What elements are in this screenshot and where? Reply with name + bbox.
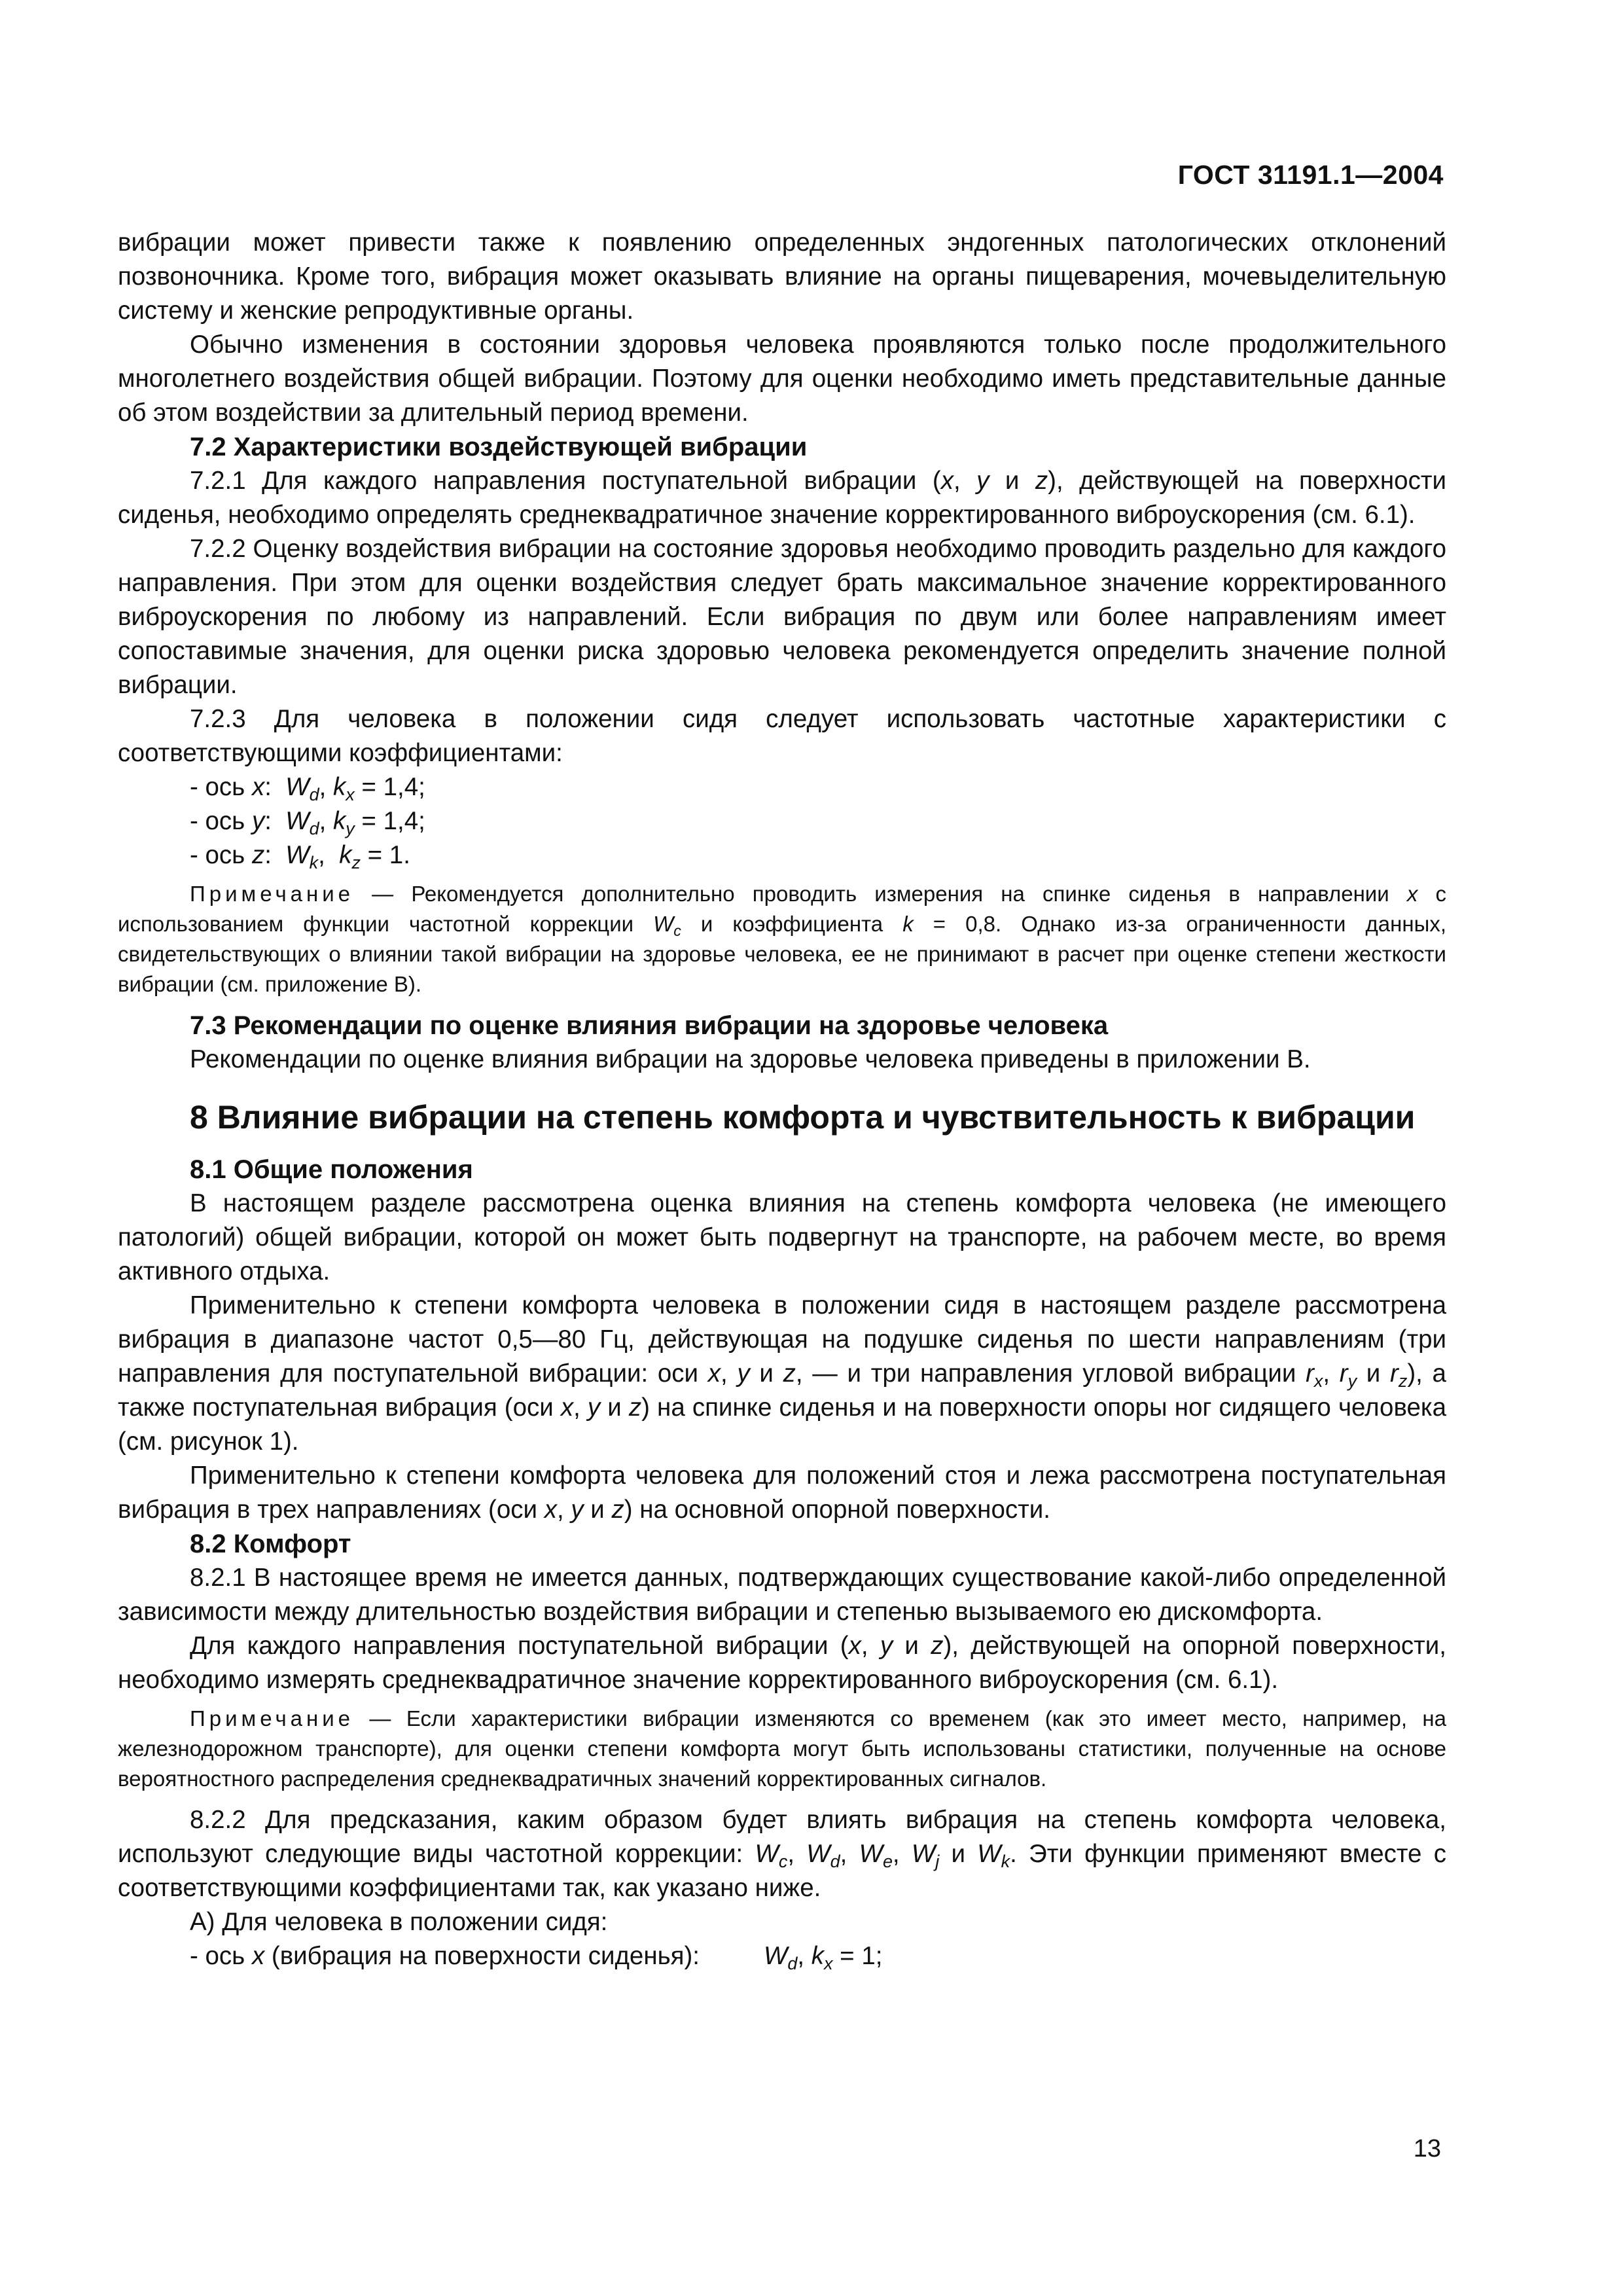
- paragraph-7-2-3: 7.2.3 Для человека в положении сидя следует использовать частотные характеристики с соответствующими коэффициентами:: [118, 705, 1446, 767]
- paragraph-8-2-2: 8.2.2 Для предсказания, каким образом будет влиять вибрация на степень комфорта человека, используют следующие виды частотной коррекции: $W_c$, $W_d$, $W_e$, $W_j$ и $W_k$. Эти функции применяют вместе с соответствующими коэффициентами так, как указано ниже.: [118, 1806, 1446, 1902]
- paragraph-7-2-2: 7.2.2 Оценку воздействия вибрации на состояние здоровья необходимо проводить раздельно для каждого направления. При этом для оценки воздействия следует брать максимальное значение корректированного виброускорения по любому из направлений. Если вибрация по двум или более направлениям имеет сопоставимые значения, для оценки риска здоровью человека рекомендуется определить значение полной вибрации.: [118, 535, 1446, 699]
- paragraph-8-2-1: 8.2.1 В настоящее время не имеется данных, подтверждающих существование какой-либо определенной зависимости между длительностью воздействия вибрации и степенью вызываемого ею дискомфорта.: [118, 1564, 1446, 1626]
- note-7-2: Примечание — Рекомендуется дополнительно проводить измерения на спинке сиденья в направлении x с использованием функции частотной коррекции $W_c$ и коэффициента k = 0,8. Однако из-за ограниченности данных, свидетельствующих о влиянии такой вибрации на здоровье человека, ее не принимают в расчет при оценке степени жесткости вибрации (см. приложение В).: [118, 882, 1447, 996]
- document-header: [1178, 160, 1444, 190]
- paragraph: А) Для человека в положении сидя:: [190, 1908, 608, 1936]
- axis-list: [118, 770, 1446, 872]
- list-item: - ось x: $W_d$, $k_x = 1,4$;: [190, 773, 425, 805]
- paragraph: вибрации может привести также к появлению определенных эндогенных патологических отклонений позвоночника. Кроме того, вибрация может оказывать влияние на органы пищеварения, мочевыделительную систему и женские репродуктивные органы.: [118, 228, 1446, 325]
- section-heading-8: 8 Влияние вибрации на степень комфорта и чувствительность к вибрации: [190, 1099, 1416, 1136]
- paragraph: Обычно изменения в состоянии здоровья человека проявляются только после продолжительного многолетнего воздействия общей вибрации. Поэтому для оценки необходимо иметь представительные данные об этом воздействии за длительный период времени.: [118, 331, 1446, 427]
- paragraph: Применительно к степени комфорта человека в положении сидя в настоящем разделе рассмотрена вибрация в диапазоне частот 0,5—80 Гц, действующая на подушке сиденья по шести направлениям (три направления для поступательной вибрации: оси x, y и z, — и три направления угловой вибрации $r_x$, $r_y$ и $r_z$), а также поступательная вибрация (оси x, y и z) на спинке сиденья и на поверхности опоры ног сидящего человека (см. рисунок 1).: [118, 1291, 1446, 1456]
- axis-list: [118, 1939, 1446, 1973]
- page-number: 13: [1413, 2135, 1441, 2162]
- paragraph: Применительно к степени комфорта человека для положений стоя и лежа рассмотрена поступательная вибрация в трех направлениях (оси x, y и z) на основной опорной поверхности.: [118, 1462, 1446, 1524]
- page-body: [118, 226, 1446, 1973]
- list-item: - ось z: $W_k$, $k_z = 1$.: [190, 841, 410, 873]
- section-heading-7-3: 7.3 Рекомендации по оценке влияния вибрации на здоровье человека: [190, 1011, 1109, 1040]
- section-heading-8-1: 8.1 Общие положения: [190, 1155, 473, 1184]
- paragraph: В настоящем разделе рассмотрена оценка влияния на степень комфорта человека (не имеющего патологий) общей вибрации, которой он может быть подвергнут на транспорте, на рабочем месте, во время активного отдыха.: [118, 1189, 1446, 1285]
- list-item: - ось x (вибрация на поверхности сиденья): $W_d$, $k_x = 1$;: [190, 1942, 883, 1974]
- note-8-2: Примечание — Если характеристики вибрации изменяются со временем (как это имеет место, например, на железнодорожном транспорте), для оценки степени комфорта могут быть использованы статистики, полученные на основе вероятностного распределения среднеквадратичных значений корректированных сигналов.: [118, 1706, 1446, 1791]
- paragraph-7-2-1: 7.2.1 Для каждого направления поступательной вибрации (x, y и z), действующей на поверхности сиденья, необходимо определять среднеквадратичное значение корректированного виброускорения (см. 6.1).: [118, 467, 1446, 529]
- section-heading-7-2: 7.2 Характеристики воздействующей вибрации: [190, 433, 808, 461]
- standard-id: ГОСТ 31191.1—2004: [1177, 160, 1444, 190]
- paragraph: Для каждого направления поступательной вибрации (x, y и z), действующей на опорной поверхности, необходимо измерять среднеквадратичное значение корректированного виброускорения (см. 6.1).: [118, 1632, 1446, 1694]
- section-heading-8-2: 8.2 Комфорт: [190, 1530, 351, 1558]
- list-item: - ось y: $W_d$, $k_y = 1,4$;: [190, 807, 425, 839]
- paragraph: Рекомендации по оценке влияния вибрации на здоровье человека приведены в приложении В.: [190, 1045, 1311, 1073]
